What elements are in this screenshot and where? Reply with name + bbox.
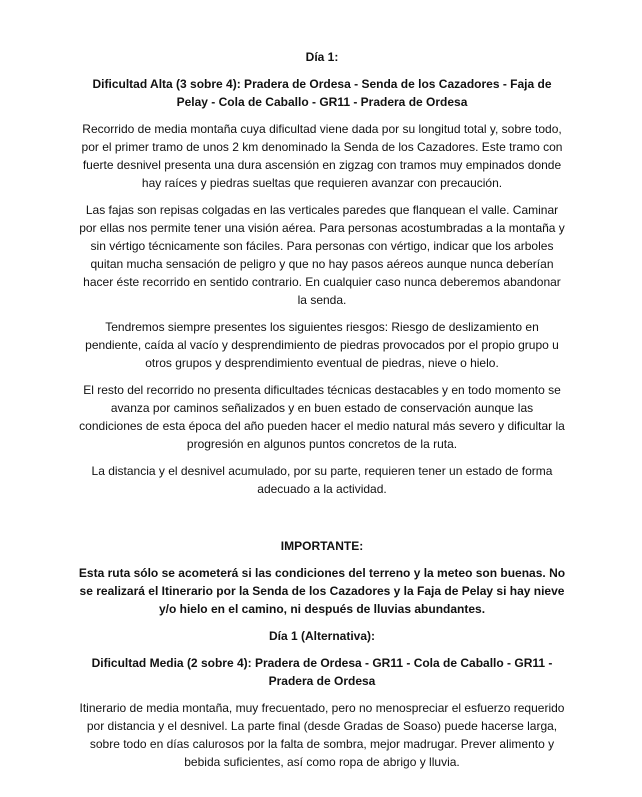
day1-paragraph-2: Las fajas son repisas colgadas en las verticales paredes que flanquean el valle. Caminar por ellas nos permite tener una visión aérea. Para personas acostumbradas a la montaña y sin vértigo técnicamente son fáciles. Para personas con vértigo, indicar que los arboles quitan mucha sensación de peligro y que no hay pasos aéreos aunque nunca deberían hacer éste recorrido en sentido contrario. En cualquier caso nunca deberemos abandonar la senda. [79,203,565,307]
important-text: Esta ruta sólo se acometerá si las condiciones del terreno y la meteo son buenas. No se realizará el Itinerario por la Senda de los Cazadores y la Faja de Pelay si hay nieve y/o hielo en el camino, ni después de lluvias abundantes. [78,566,566,616]
day1-alt-difficulty: Dificultad Media (2 sobre 4): Pradera de Ordesa - GR11 - Cola de Caballo - GR11 - Pradera de Ordesa [91,656,553,688]
important-title: IMPORTANTE: [280,539,364,553]
day1-alt-paragraph: Itinerario de media montaña, muy frecuentado, pero no menospreciar el esfuerzo requerido por distancia y el desnivel. La parte final (desde Gradas de Soaso) puede hacerse larga, sobre todo en días calurosos por la falta de sombra, mejor madrugar. Prever alimento y bebida suficientes, así como ropa de abrigo y lluvia. [79,701,565,769]
day1-paragraph-3: Tendremos siempre presentes los siguientes riesgos: Riesgo de deslizamiento en pendiente, caída al vacío y desprendimiento de piedras provocados por el propio grupo u otros grupos y desprendimiento eventual de piedras, nieve o hielo. [85,320,559,370]
day1-alt-title: Día 1 (Alternativa): [268,629,376,643]
day1-paragraph-4: El resto del recorrido no presenta dificultades técnicas destacables y en todo momento se avanza por caminos señalizados y en buen estado de conservación aunque las condiciones de esta época del año pueden hacer el medio natural más severo y dificultar la progresión en algunos puntos concretos de la ruta. [79,383,565,451]
day1-paragraph-1: Recorrido de media montaña cuya dificultad viene dada por su longitud total y, sobre todo, por el primer tramo de unos 2 km denominado la Senda de los Cazadores. Este tramo con fuerte desnivel presenta una dura ascensión en zigzag con tramos muy empinados donde hay raíces y piedras sueltas que requieren avanzar con precaución. [81,122,563,190]
section-spacer [78,507,566,537]
document-page [78,48,566,780]
day1-title: Día 1: [305,50,339,64]
day1-difficulty: Dificultad Alta (3 sobre 4): Pradera de Ordesa - Senda de los Cazadores - Faja de Pelay - Cola de Caballo - GR11 - Pradera de Ordesa [92,77,552,109]
day1-paragraph-5: La distancia y el desnivel acumulado, por su parte, requieren tener un estado de forma adecuado a la actividad. [91,464,553,496]
